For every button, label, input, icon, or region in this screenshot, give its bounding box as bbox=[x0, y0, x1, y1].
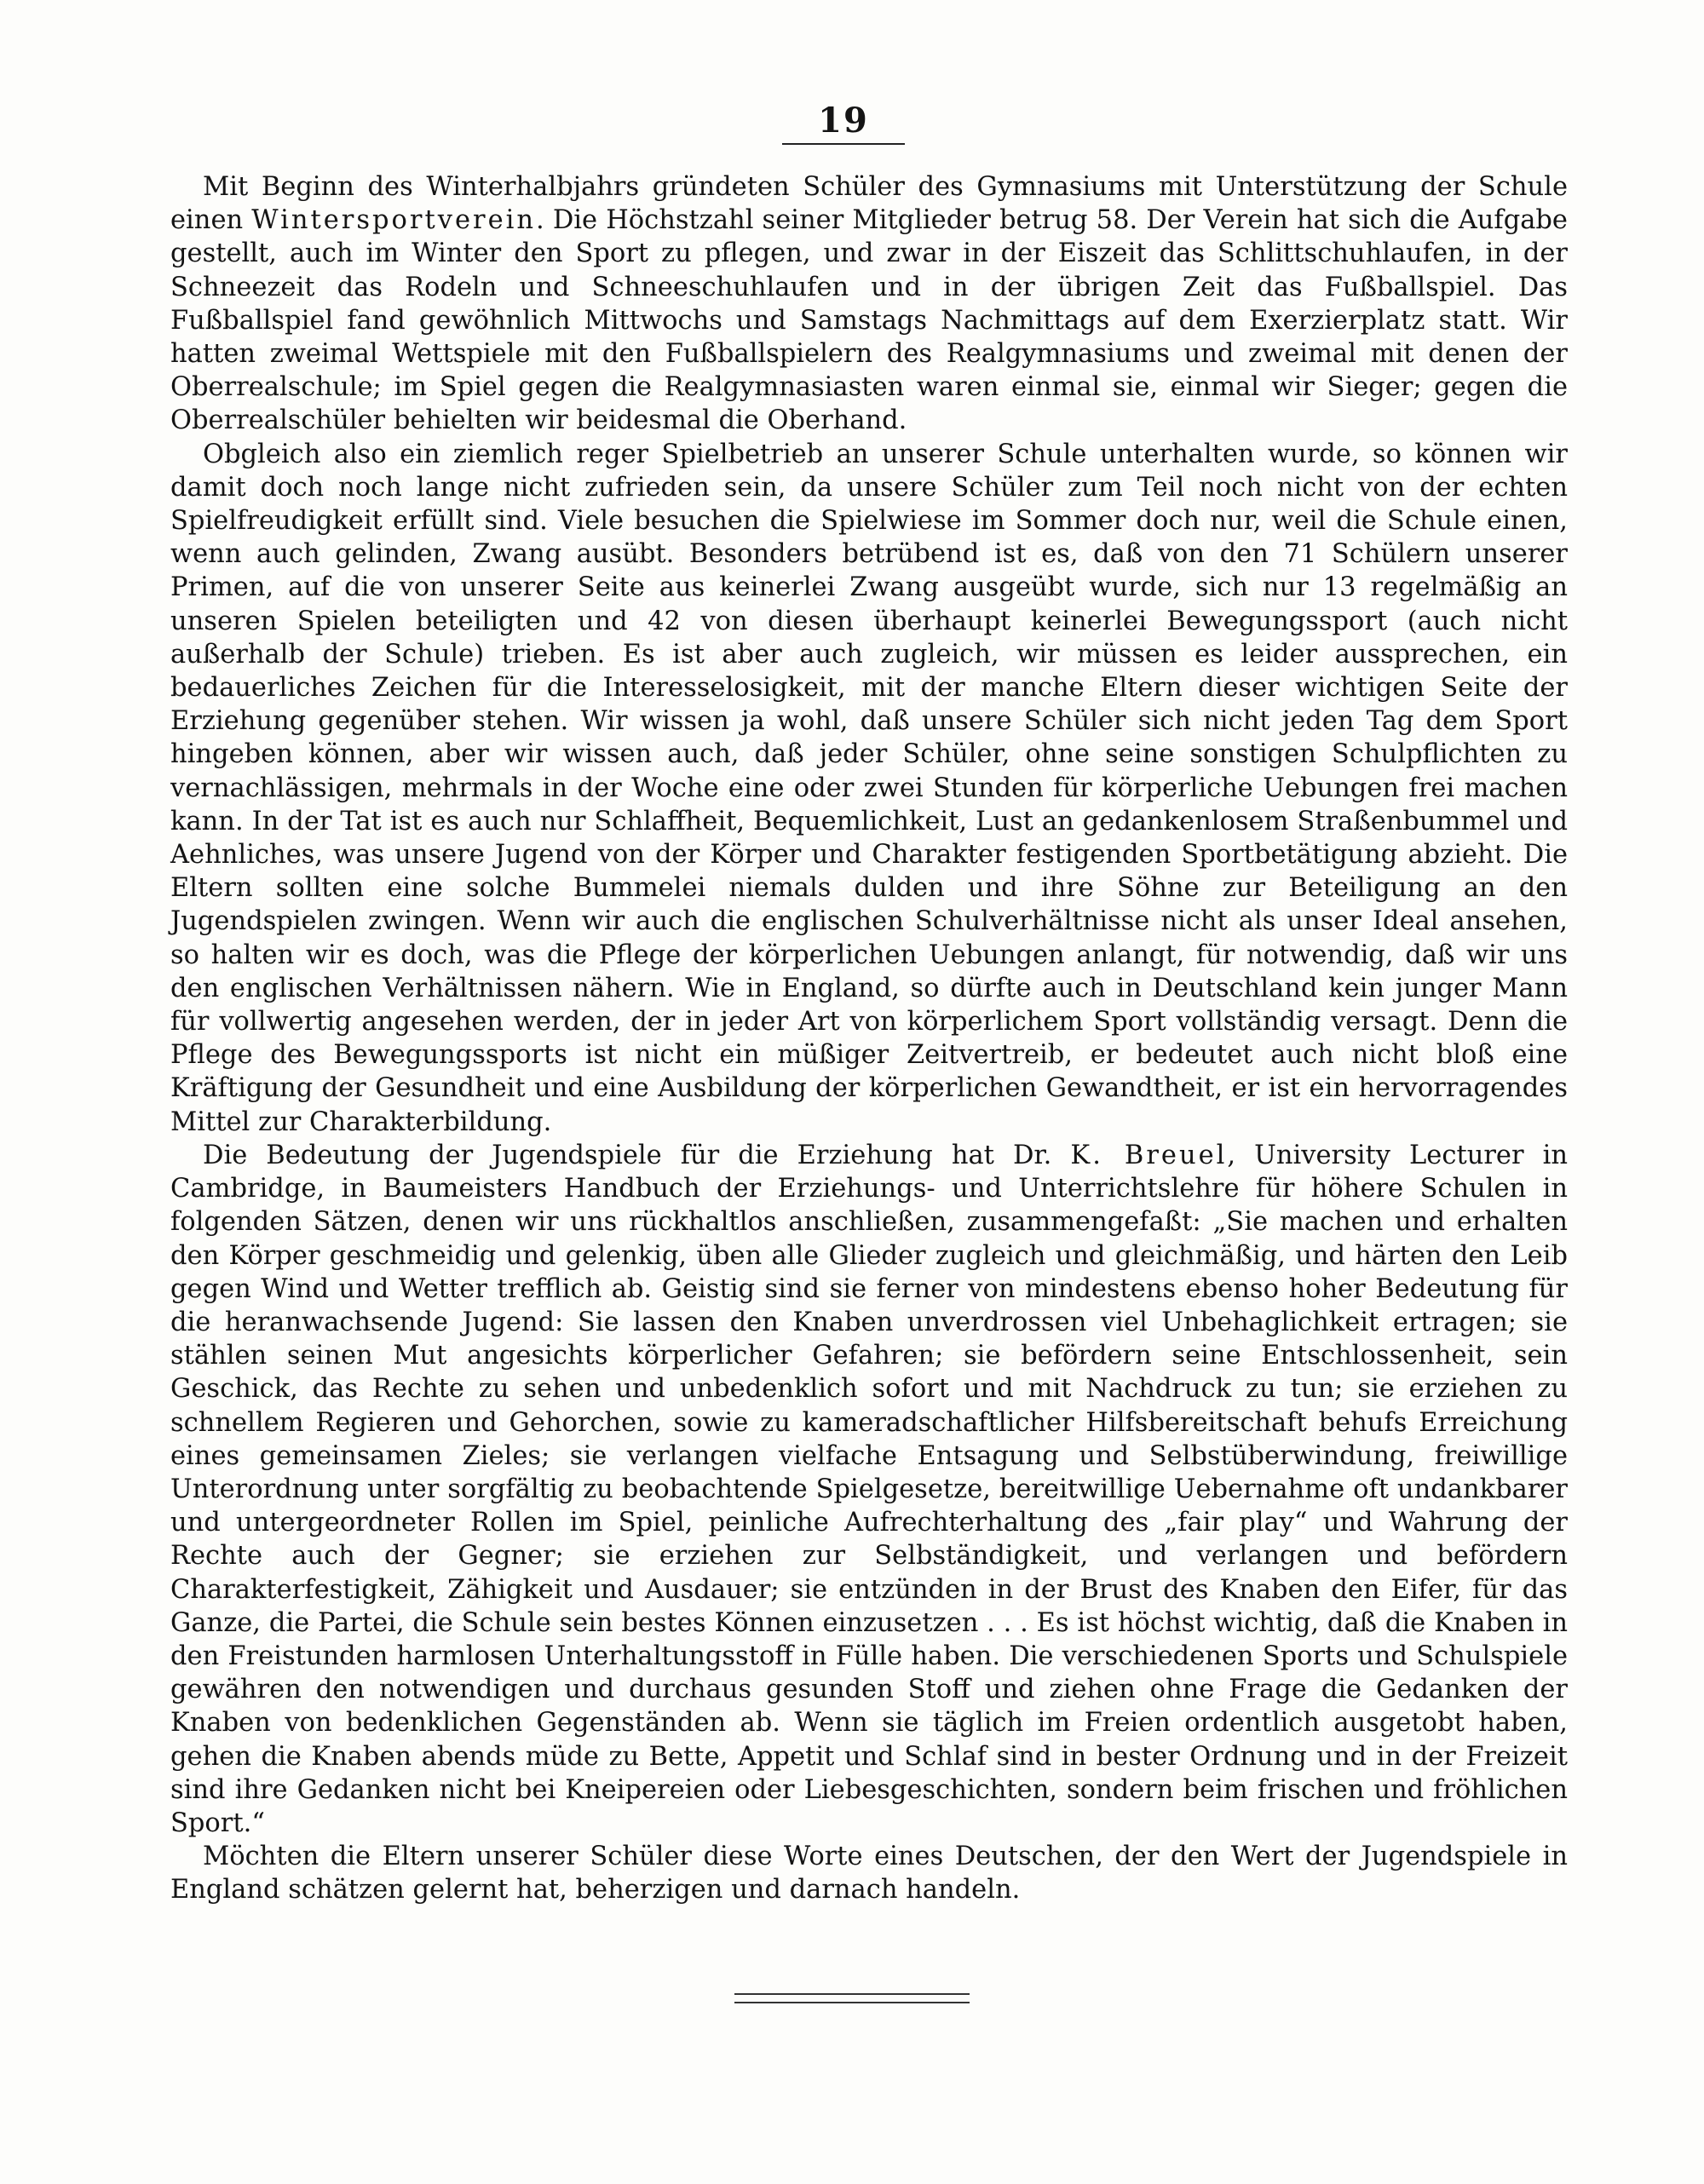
body-text bbox=[170, 170, 1568, 1907]
paragraph-wintersportverein bbox=[170, 170, 1568, 438]
paragraph-3-rest: , University Lecturer in Cambridge, in Baumeisters Handbuch der Erziehungs- und Unterrichtslehre für höhere Schulen in folgenden Sätzen, denen wir uns rückhaltlos anschließen, zusammengefaßt: „Sie machen und erhalten den Körper geschmeidig und gelenkig, üben alle Glieder zugleich und gleichmäßig, und härten den Leib gegen Wind und Wetter trefflich ab. Geistig sind sie ferner von mindestens ebenso hoher Bedeutung für die heranwachsende Jugend: Sie lassen den Knaben unverdrossen viel Unbehaglichkeit ertragen; sie stählen seinen Mut angesichts körperlicher Gefahren; sie befördern seine Entschlossenheit, sein Geschick, das Rechte zu sehen und unbedenklich sofort und mit Nachdruck zu tun; sie erziehen zu schnellem Regieren und Gehorchen, sowie zu kameradschaftlicher Hilfsbereitschaft behufs Erreichung eines gemeinsamen Zieles; sie verlangen vielfache Entsagung und Selbstüberwindung, freiwillige Unterordnung unter sorgfältig zu beobachtende Spielgesetze, bereitwillige Uebernahme oft undankbarer und untergeordneter Rollen im Spiel, peinliche Aufrechterhaltung des „fair play“ und Wahrung der Rechte auch der Gegner; sie erziehen zur Selbständigkeit, und verlangen und befördern Charakterfestigkeit, Zähigkeit und Ausdauer; sie entzünden in der Brust des Knaben den Eifer, für das Ganze, die Partei, die Schule sein bestes Können einzusetzen . . . Es ist höchst wichtig, daß die Knaben in den Freistunden harmlosen Unterhaltungsstoff in Fülle haben. Die verschiedenen Sports und Schulspiele gewähren den notwendigen und durchaus gesunden Stoff und ziehen ohne Frage die Gedanken der Knaben von bedenklichen Gegenständen ab. Wenn sie täglich im Freien ordentlich ausgetobt haben, gehen die Knaben abends müde zu Bette, Appetit und Schlaf sind in bester Ordnung und in der Freizeit sind ihre Gedanken nicht bei Kneipereien oder Liebesgeschichten, sondern beim frischen und fröhlichen Sport.“ bbox=[170, 1140, 1568, 1838]
paragraph-1-lead: Mit Beginn des Winterhalbjahrs gründeten Schüler des Gymnasiums mit Unterstützung der Schule einen bbox=[170, 172, 1568, 236]
paragraph-3-lead: Die Bedeutung der Jugendspiele für die Erziehung hat Dr. bbox=[203, 1140, 1071, 1170]
paragraph-breuel-quote bbox=[170, 1139, 1568, 1840]
paragraph-spielbetrieb: Obgleich also ein ziemlich reger Spielbetrieb an unserer Schule unterhalten wurde, so können wir damit doch noch lange nicht zufrieden sein, da unsere Schüler zum Teil noch nicht von der echten Spielfreudigkeit erfüllt sind. Viele besuchen die Spielwiese im Sommer doch nur, weil die Schule einen, wenn auch gelinden, Zwang ausübt. Besonders betrübend ist es, daß von den 71 Schülern unserer Primen, auf die von unserer Seite aus keinerlei Zwang ausgeübt wurde, sich nur 13 regelmäßig an unseren Spielen beteiligten und 42 von diesen überhaupt keinerlei Bewegungssport (auch nicht außerhalb der Schule) trieben. Es ist aber auch zugleich, wir müssen es leider aussprechen, ein bedauerliches Zeichen für die Interesselosigkeit, mit der manche Eltern dieser wichtigen Seite der Erziehung gegenüber stehen. Wir wissen ja wohl, daß unsere Schüler sich nicht jeden Tag dem Sport hingeben können, aber wir wissen auch, daß jeder Schüler, ohne seine sonstigen Schulpflichten zu vernachlässigen, mehrmals in der Woche eine oder zwei Stunden für körperliche Uebungen frei machen kann. In der Tat ist es auch nur Schlaffheit, Bequemlichkeit, Lust an gedankenlosem Straßenbummel und Aehnliches, was unsere Jugend von der Körper und Charakter festigenden Sportbetätigung abzieht. Die Eltern sollten eine solche Bummelei niemals dulden und ihre Söhne zur Beteiligung an den Jugendspielen zwingen. Wenn wir auch die englischen Schulverhältnisse nicht als unser Ideal ansehen, so halten wir es doch, was die Pflege der körperlichen Uebungen anlangt, für notwendig, daß wir uns den englischen Verhältnissen nähern. Wie in England, so dürfte auch in Deutschland kein junger Mann für vollwertig angesehen werden, der in jeder Art von körperlichem Sport vollständig versagt. Denn die Pflege des Bewegungssports ist nicht ein müßiger Zeitvertreib, er bedeutet auch nicht bloß eine Kräftigung der Gesundheit und eine Ausbildung der körperlichen Gewandtheit, er ist ein hervorragendes Mittel zur Charakterbildung. bbox=[170, 439, 1568, 1137]
page-number: 19 bbox=[818, 101, 869, 141]
page-number-underline bbox=[782, 143, 905, 145]
paragraph-closing: Möchten die Eltern unserer Schüler diese Worte eines Deutschen, der den Wert der Jugendspiele in England schätzen gelernt hat, beherzigen und darnach handeln. bbox=[170, 1842, 1568, 1905]
paragraph-3-spaced-name: K. Breuel bbox=[1070, 1140, 1228, 1170]
paragraph-1-spaced-term: Wintersportverein bbox=[251, 205, 537, 236]
end-double-rule bbox=[734, 1993, 970, 2003]
paragraph-1-rest: . Die Höchstzahl seiner Mitglieder betrug 58. Der Verein hat sich die Aufgabe gestellt, auch im Winter den Sport zu pflegen, und zwar in der Eiszeit das Schlittschuhlaufen, in der Schneezeit das Rodeln und Schneeschuhlaufen und in der übrigen Zeit das Fußballspiel. Das Fußballspiel fand gewöhnlich Mittwochs und Samstags Nachmittags auf dem Exerzierplatz statt. Wir hatten zweimal Wettspiele mit den Fußballspielern des Realgymnasiums und zweimal mit denen der Oberrealschule; im Spiel gegen die Realgymnasiasten waren einmal sie, einmal wir Sieger; gegen die Oberrealschüler behielten wir beidesmal die Oberhand. bbox=[170, 205, 1568, 436]
